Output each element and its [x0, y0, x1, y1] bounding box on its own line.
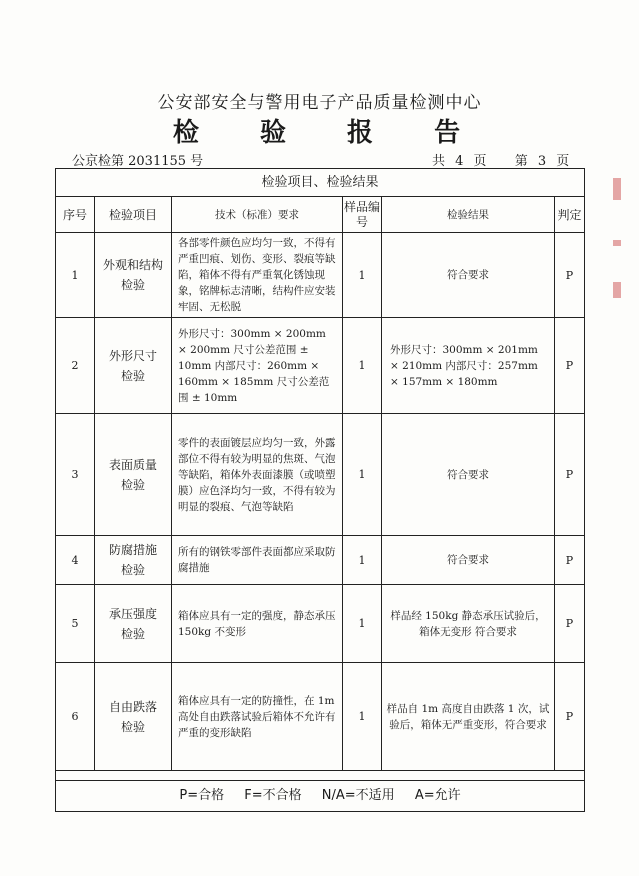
- seal-edge-mark: [613, 240, 621, 246]
- table-row: [56, 414, 584, 536]
- row-item-line: 承压强度: [108, 606, 157, 621]
- row-no: 3: [56, 414, 95, 536]
- row-item-line: 检验: [120, 368, 145, 383]
- row-result: 外形尺寸：300mm × 201mm × 210mm 内部尺寸：257mm × 157mm × 180mm: [382, 318, 555, 414]
- row-requirement: 箱体应具有一定的强度，静态承压 150kg 不变形: [172, 585, 343, 663]
- row-result: 符合要求: [382, 536, 555, 585]
- row-verdict: P: [555, 414, 585, 536]
- page-info: [432, 150, 569, 169]
- row-item-line: 检验: [120, 278, 145, 292]
- row-item-line: 检验: [120, 626, 145, 641]
- row-item-line: 检验: [120, 563, 145, 577]
- row-verdict: P: [555, 663, 585, 771]
- row-item-line: 表面质量: [108, 457, 157, 472]
- row-verdict: P: [555, 233, 585, 318]
- column-header-sample-no: 样品编号: [343, 197, 382, 233]
- table-row: [56, 318, 584, 414]
- column-header-result: 检验结果: [382, 197, 555, 233]
- row-requirement: 所有的钢铁零部件表面都应采取防腐措施: [172, 536, 343, 585]
- table-row: [56, 536, 584, 585]
- row-item-line: 检验: [120, 719, 145, 734]
- row-item-line: 自由跌落: [108, 699, 157, 714]
- row-sample-no: 1: [343, 663, 382, 771]
- report-title: 检 验 报 告: [172, 118, 487, 148]
- row-no: 2: [56, 318, 95, 414]
- row-requirement: 外形尺寸：300mm × 200mm × 200mm 尺寸公差范围 ± 10mm 内部尺寸：260mm × 160mm × 185mm 尺寸公差范围 ± 10mm: [172, 318, 343, 414]
- row-item-line: 检验: [120, 477, 145, 492]
- table-row: [56, 663, 584, 771]
- row-sample-no: 1: [343, 414, 382, 536]
- seal-edge-mark: [613, 282, 621, 298]
- row-sample-no: 1: [343, 585, 382, 663]
- table-row: [56, 233, 584, 318]
- row-item: [95, 585, 172, 663]
- row-no: 1: [56, 233, 95, 318]
- legend-not-applicable: N/A=不适用: [321, 788, 395, 803]
- seal-edge-mark: [613, 178, 621, 200]
- row-no: 4: [56, 536, 95, 585]
- total-pages: 共 4 页: [432, 154, 487, 169]
- row-item: [95, 663, 172, 771]
- row-result: 符合要求: [382, 233, 555, 318]
- table-row: [56, 585, 584, 663]
- verdict-legend: [56, 780, 584, 811]
- row-sample-no: 1: [343, 318, 382, 414]
- results-grid: [56, 197, 584, 771]
- row-item-line: 外观和结构: [102, 258, 163, 272]
- row-verdict: P: [555, 585, 585, 663]
- column-header-item: 检验项目: [95, 197, 172, 233]
- row-requirement: 各部零件颜色应均匀一致，不得有严重凹痕、划伤、变形、裂痕等缺陷，箱体不得有严重氧化锈蚀现象，铭牌标志清晰，结构件应安装牢固、无松脱: [172, 233, 343, 318]
- row-requirement: 零件的表面镀层应均匀一致，外露部位不得有较为明显的焦斑、气泡等缺陷，箱体外表面漆膜（或喷塑膜）应色泽均匀一致，不得有较为明显的裂痕、气泡等缺陷: [172, 414, 343, 536]
- row-sample-no: 1: [343, 233, 382, 318]
- row-item: [95, 318, 172, 414]
- table-header-row: [56, 197, 584, 233]
- row-item-line: 外形尺寸: [108, 348, 157, 363]
- row-sample-no: 1: [343, 536, 382, 585]
- current-page: 第 3 页: [514, 154, 570, 169]
- organization-name: 公安部安全与警用电子产品质量检测中心: [157, 93, 482, 113]
- column-header-no: 序号: [56, 197, 95, 233]
- document-number: 公京检第 2031155 号: [72, 154, 204, 169]
- inspection-results-table: [55, 168, 585, 812]
- row-result: 样品经 150kg 静态承压试验后，箱体无变形 符合要求: [382, 585, 555, 663]
- column-header-requirement: 技术（标准）要求: [172, 197, 343, 233]
- row-requirement: 箱体应具有一定的防撞性，在 1m 高处自由跌落试验后箱体不允许有严重的变形缺陷: [172, 663, 343, 771]
- row-verdict: P: [555, 318, 585, 414]
- legend-allowed: A=允许: [414, 788, 461, 803]
- legend-pass: P=合格: [179, 788, 225, 803]
- column-header-verdict: 判定: [555, 197, 585, 233]
- legend-fail: F=不合格: [244, 788, 302, 803]
- row-result: 符合要求: [382, 414, 555, 536]
- row-item: [95, 233, 172, 318]
- row-item: [95, 536, 172, 585]
- row-no: 6: [56, 663, 95, 771]
- row-verdict: P: [555, 536, 585, 585]
- section-title: 检验项目、检验结果: [56, 169, 584, 197]
- row-item-line: 防腐措施: [108, 543, 157, 557]
- row-result: 样品自 1m 高度自由跌落 1 次，试验后，箱体无严重变形，符合要求: [382, 663, 555, 771]
- row-no: 5: [56, 585, 95, 663]
- row-item: [95, 414, 172, 536]
